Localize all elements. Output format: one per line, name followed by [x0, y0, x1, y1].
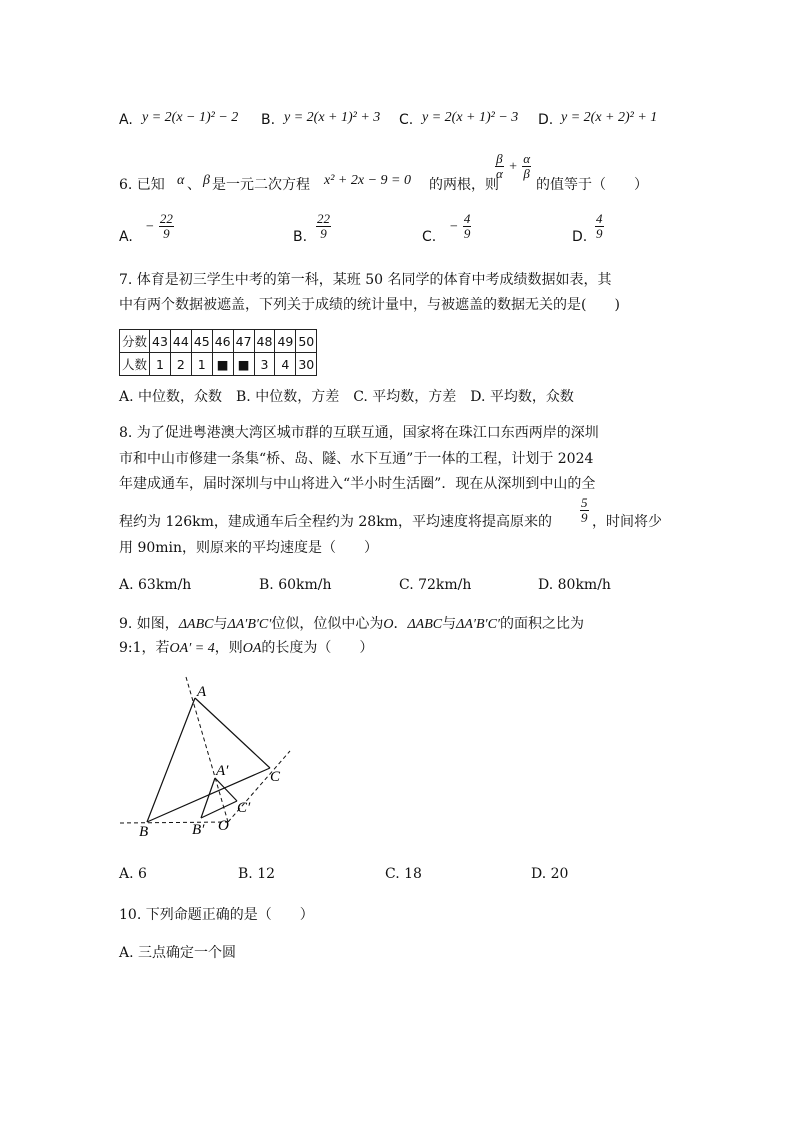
q6-option-b-num: 22: [317, 211, 330, 226]
table-cell: 45: [191, 330, 212, 353]
table-cell: 49: [275, 330, 296, 353]
q9-figure: [110, 670, 310, 845]
table-cell: 43: [150, 330, 171, 353]
q8-option-b: B. 60km/h: [259, 577, 332, 593]
table-cell: 2: [170, 353, 191, 376]
q6-prefix: 6. 已知: [119, 177, 165, 193]
edge-A1C1: [215, 778, 237, 801]
q9-triangle-2: ΔA′B′C′: [227, 617, 272, 632]
q6-option-a: [145, 212, 174, 241]
table-cell: 47: [233, 330, 254, 353]
q9-option-d: D. 20: [531, 866, 569, 882]
q6-suffix: 的值等于（ ）: [536, 177, 648, 193]
q9-line-2: [119, 637, 373, 657]
q8-line-4-b: ，时间将少: [592, 514, 662, 530]
q6-expr-plus: +: [508, 159, 518, 175]
q6-option-b: [316, 212, 331, 241]
q6-option-c: [449, 212, 471, 241]
table-cell: 4: [275, 353, 296, 376]
q7-options: A. 中位数，众数 B. 中位数，方差 C. 平均数，方差 D. 平均数，众数: [119, 389, 574, 405]
q8-line-4-a: 程约为 126km，建成通车后全程约为 28km，平均速度将提高原来的: [119, 514, 552, 530]
table-cell: 44: [170, 330, 191, 353]
q7-line-2: 中有两个数据被遮盖，下列关于成绩的统计量中，与被遮盖的数据无关的是( ): [119, 297, 620, 313]
table-row: [120, 353, 317, 376]
label-C: C: [270, 769, 281, 785]
table-cell: 48: [254, 330, 275, 353]
q9-option-a: A. 6: [119, 866, 147, 882]
table-cell: 3: [254, 353, 275, 376]
q6-option-d-den: 9: [596, 226, 603, 241]
q9-option-b: B. 12: [238, 866, 276, 882]
q9-line-2-c: 的长度为（ ）: [261, 640, 374, 656]
q5-option-a-label: A.: [119, 112, 133, 128]
q9-triangle-1: ΔABC: [178, 617, 214, 632]
q6-alpha: α: [177, 173, 185, 188]
q6-equation: x² + 2x − 9 = 0: [324, 173, 411, 188]
q6-expression: [495, 152, 531, 181]
q6-option-c-den: 9: [463, 226, 471, 241]
q6-beta: β: [203, 173, 210, 188]
edge-AB: [147, 698, 195, 822]
q8-line-1: 8. 为了促进粤港澳大湾区城市群的互联互通，国家将在珠江口东西两岸的深圳: [119, 425, 599, 441]
label-C-prime: C′: [237, 800, 251, 816]
q5-option-b-label: B.: [261, 112, 276, 128]
q9-line-2-a: 9:1，若: [119, 640, 170, 656]
table-cell: 50: [296, 330, 317, 353]
q7-score-table: [119, 329, 317, 376]
q9-line-1-c: 的面积之比为: [500, 616, 584, 632]
q6-expr-den1: α: [496, 166, 503, 181]
q8-line-5: 用 90min，则原来的平均速度是（ ）: [119, 540, 379, 556]
q9-oa: OA: [242, 641, 262, 656]
q8-line-2: 市和中山市修建一条集“桥、岛、隧、水下互通”于一体的工程，计划于 2024: [119, 451, 594, 467]
label-A-prime: A′: [216, 763, 229, 779]
q5-option-a: y = 2(x − 1)² − 2: [142, 110, 239, 125]
q6-option-a-den: 9: [163, 226, 170, 241]
q6-option-b-label: B.: [293, 229, 308, 245]
q6-sep: 、: [187, 177, 201, 193]
line-BO-dashed: [120, 822, 228, 823]
table-cell: 人数: [120, 353, 150, 376]
q5-option-d: y = 2(x + 2)² + 1: [561, 110, 658, 125]
q9-line-1-b: 位似，位似中心为: [271, 616, 384, 632]
label-B: B: [139, 824, 149, 840]
q9-center: O: [383, 617, 394, 632]
q8-fraction: [580, 496, 589, 525]
q10-option-a: A. 三点确定一个圆: [119, 945, 237, 961]
q9-line-1: [119, 613, 584, 633]
q8-option-c: C. 72km/h: [399, 577, 472, 593]
table-cell: ■: [212, 353, 233, 376]
q9-with-2: 与: [442, 616, 457, 632]
q6-option-c-num: 4: [463, 211, 471, 226]
q6-expr-den2: β: [523, 166, 530, 181]
q9-line-2-b: ，则: [214, 640, 243, 656]
q8-line-3: 年建成通车，届时深圳与中山将进入“半小时生活圈”．现在从深圳到中山的全: [119, 476, 596, 492]
table-cell: 分数: [120, 330, 150, 353]
q6-option-d-num: 4: [596, 211, 603, 226]
q6-option-b-den: 9: [320, 226, 327, 241]
q6-option-d-label: D.: [572, 229, 588, 245]
label-O: O: [218, 818, 229, 834]
q8-fraction-num: 5: [581, 495, 588, 510]
q8-option-a: A. 63km/h: [119, 577, 192, 593]
q6-option-d: [595, 212, 604, 241]
edge-AC: [195, 698, 270, 768]
q9-oa-prime: OA′ = 4: [169, 641, 215, 656]
q9-triangle-3: ΔABC: [407, 617, 443, 632]
q6-expr-num2: α: [523, 151, 531, 166]
q6-option-c-sign: −: [449, 219, 459, 235]
table-cell: 30: [296, 353, 317, 376]
q5-option-c-label: C.: [399, 112, 414, 128]
q5-option-c: y = 2(x + 1)² − 3: [422, 110, 519, 125]
q5-option-d-label: D.: [538, 112, 554, 128]
table-cell: 1: [191, 353, 212, 376]
label-B-prime: B′: [192, 822, 205, 838]
q6-option-a-sign: −: [145, 219, 155, 235]
q9-triangle-4: ΔA′B′C′: [456, 617, 500, 632]
table-cell: 46: [212, 330, 233, 353]
q6-option-c-label: C.: [422, 229, 437, 245]
table-cell: ■: [233, 353, 254, 376]
q10-stem: 10. 下列命题正确的是（ ）: [119, 907, 314, 923]
q6-option-a-label: A.: [119, 229, 133, 245]
q6-mid2: 的两根，则: [429, 177, 499, 193]
table-row: [120, 330, 317, 353]
q9-dot: ．: [393, 616, 408, 632]
q6-expr-num1: β: [496, 151, 503, 166]
q9-line-1-a: 9. 如图，: [119, 616, 179, 632]
q9-option-c: C. 18: [385, 866, 422, 882]
q8-fraction-den: 9: [581, 510, 588, 525]
q7-line-1: 7. 体育是初三学生中考的第一科，某班 50 名同学的体育中考成绩数据如表，其: [119, 272, 612, 288]
q5-option-b: y = 2(x + 1)² + 3: [284, 110, 381, 125]
q6-mid: 是一元二次方程: [212, 177, 310, 193]
table-cell: 1: [150, 353, 171, 376]
q9-with-1: 与: [213, 616, 228, 632]
q6-option-a-num: 22: [159, 211, 173, 226]
q8-option-d: D. 80km/h: [538, 577, 611, 593]
label-A: A: [197, 684, 207, 700]
